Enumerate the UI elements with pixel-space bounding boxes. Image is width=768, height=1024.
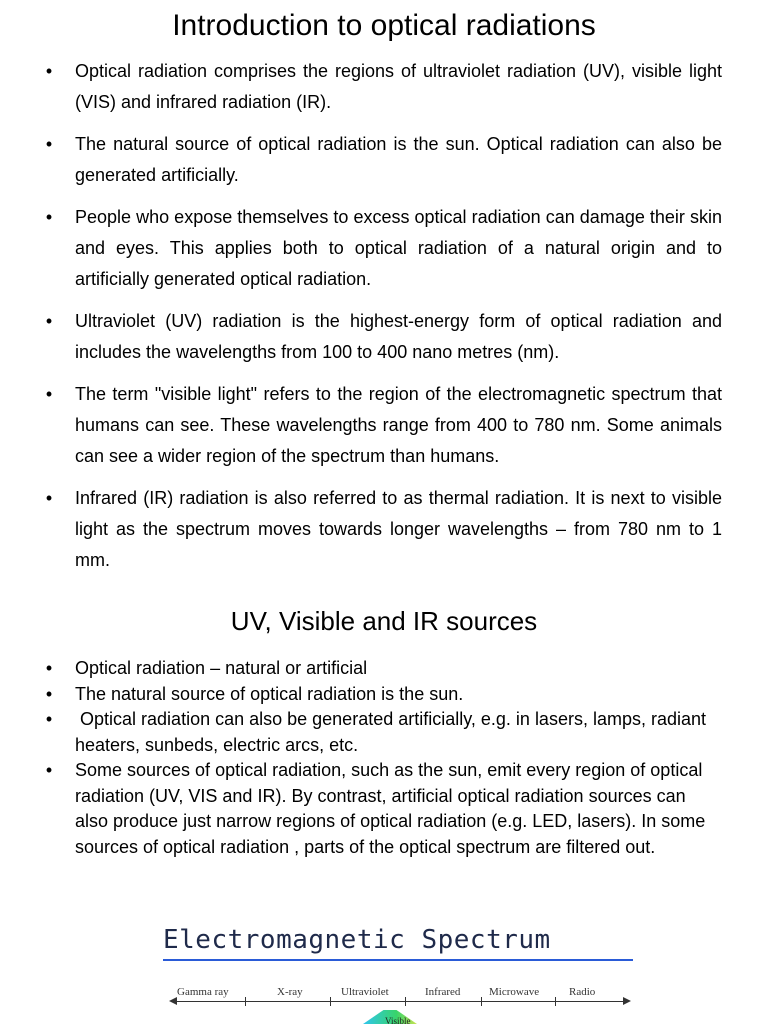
axis-tick [330,997,331,1006]
spectrum-band-uv: Ultraviolet [341,986,389,998]
visible-label: Visible [385,1016,411,1024]
spectrum-band-microwave: Microwave [489,986,540,998]
axis-tick [405,997,406,1006]
bullet-icon: • [45,658,53,678]
bullet-icon: • [45,709,53,729]
spectrum-title: Electromagnetic Spectrum [163,925,551,955]
list-item [0,306,768,368]
list-item [0,758,768,860]
sources-list [0,656,768,860]
bullet-icon: • [45,61,53,81]
list-item [0,379,768,472]
list-item [0,682,768,708]
list-item-text: The term "visible light" refers to the region of the electromagnetic spectrum that humans can see. These wavelengths range from 400 to 780 nm. Some animals can see a wider region of the spectrum than humans. [75,384,722,466]
list-item-text: Optical radiation comprises the regions of ultraviolet radiation (UV), visible light (VIS) and infrared radiation (IR). [75,61,722,112]
spectrum-title-underline [163,959,633,961]
bullet-icon: • [45,207,53,227]
spectrum-band-ir: Infrared [425,986,461,998]
list-item-text: Infrared (IR) radiation is also referred to as thermal radiation. It is next to visible light as the spectrum moves towards longer wavelengths – from 780 nm to 1 mm. [75,488,722,570]
bullet-icon: • [45,134,53,154]
list-item-text: Some sources of optical radiation, such as the sun, emit every region of optical radiation (UV, VIS and IR). By contrast, artificial optical radiation sources can also produce just narrow regions of optical radiation (e.g. LED, lasers). In some sources of optical radiation , parts of the optical spectrum are filtered out. [75,760,706,857]
list-item [0,483,768,576]
spectrum-band-xray: X-ray [277,986,303,998]
axis-right-arrow-icon [623,997,631,1005]
axis-tick [555,997,556,1006]
spectrum-figure [155,922,635,1024]
list-item [0,56,768,118]
spectrum-axis [175,1001,627,1002]
list-item [0,202,768,295]
list-item-text: Ultraviolet (UV) radiation is the highest-energy form of optical radiation and includes the wavelengths from 100 to 400 nano metres (nm). [75,311,722,362]
list-item [0,707,768,758]
list-item-text: Optical radiation can also be generated artificially, e.g. in lasers, lamps, radiant heaters, sunbeds, electric arcs, etc. [75,709,712,755]
spectrum-band-gamma: Gamma ray [177,986,229,998]
axis-tick [481,997,482,1006]
bullet-icon: • [45,488,53,508]
list-item-text: The natural source of optical radiation is the sun. [75,683,464,704]
axis-tick [245,997,246,1006]
section-subtitle: UV, Visible and IR sources [230,606,538,636]
list-item [0,656,768,682]
bullet-icon: • [45,760,53,780]
list-item-text: Optical radiation – natural or artificial [75,658,368,678]
page-title: Introduction to optical radiations [172,9,596,42]
list-item [0,129,768,191]
bullet-icon: • [45,384,53,404]
bullet-icon: • [45,683,53,704]
list-item-text: The natural source of optical radiation is the sun. Optical radiation can also be generated artificially. [75,134,722,185]
intro-list [0,56,768,587]
list-item-text: People who expose themselves to excess optical radiation can damage their skin and eyes. This applies both to optical radiation of a natural origin and to artificially generated optical radiation. [75,207,722,289]
spectrum-band-radio: Radio [569,986,596,998]
bullet-icon: • [45,311,53,331]
